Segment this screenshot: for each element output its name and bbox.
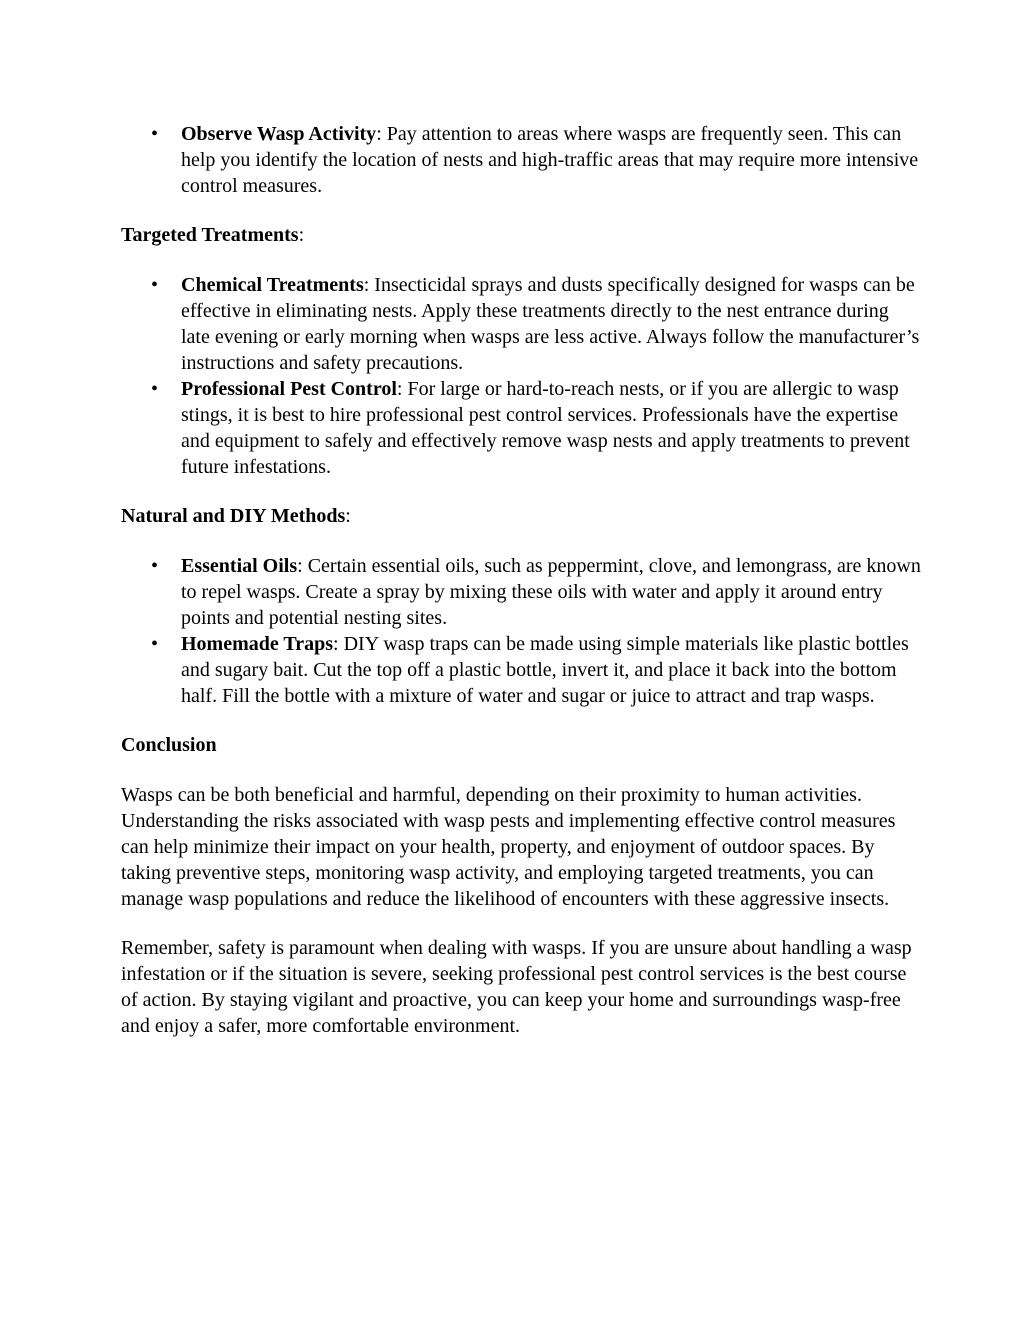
document-page <box>121 121 921 1039</box>
list-item <box>121 121 921 199</box>
list-item-term: Chemical Treatments <box>181 274 364 296</box>
list-item-text: : Certain essential oils, such as peppermint, clove, and lemongrass, are known to repel wasps. Create a spray by mixing these oils with water and apply it around entry points and potential nesting sites. <box>181 555 921 629</box>
list-item <box>121 631 921 709</box>
list-item-term: Professional Pest Control <box>181 378 397 400</box>
bullet-icon: • <box>151 633 159 655</box>
section-heading-targeted <box>121 222 921 248</box>
list-item-text: : Pay attention to areas where wasps are frequently seen. This can help you identify the location of nests and high-traffic areas that may require more intensive control measures. <box>181 123 919 197</box>
list-item-term: Essential Oils <box>181 555 298 577</box>
list-item-term: Observe Wasp Activity <box>181 123 377 145</box>
list-item-term: Homemade Traps <box>181 633 334 655</box>
natural-list <box>121 553 921 709</box>
list-item-text: : DIY wasp traps can be made using simple materials like plastic bottles and sugary bait. Cut the top off a plastic bottle, invert it, and place it back into the bottom half. Fill the bottle with a mixture of water and sugar or juice to attract and trap wasps. <box>181 633 909 707</box>
heading-colon: : <box>298 224 305 246</box>
heading-text: Targeted Treatments <box>121 224 299 246</box>
conclusion-paragraph: Wasps can be both beneficial and harmful, depending on their proximity to human activities. Understanding the risks associated with wasp pests and implementing effective control measures can help minimize their impact on your health, property, and enjoyment of outdoor spaces. By taking preventive steps, monitoring wasp activity, and employing targeted treatments, you can manage wasp populations and reduce the likelihood of encounters with these aggressive insects. <box>121 784 896 910</box>
list-item-text: : For large or hard-to-reach nests, or if you are allergic to wasp stings, it is best to hire professional pest control services. Professionals have the expertise and equipment to safely and effectively remove wasp nests and apply treatments to prevent future infestations. <box>181 378 910 478</box>
bullet-icon: • <box>151 123 159 145</box>
bullet-icon: • <box>151 555 159 577</box>
list-item <box>121 272 921 376</box>
conclusion-paragraph: Remember, safety is paramount when dealing with wasps. If you are unsure about handling a wasp infestation or if the situation is severe, seeking professional pest control services is the best course of action. By staying vigilant and proactive, you can keep your home and surroundings wasp-free and enjoy a safer, more comfortable environment. <box>121 937 912 1037</box>
bullet-icon: • <box>151 378 159 400</box>
list-item <box>121 376 921 480</box>
section-heading-conclusion: Conclusion <box>121 734 217 756</box>
list-item-text: : Insecticidal sprays and dusts specifically designed for wasps can be effective in eliminating nests. Apply these treatments directly to the nest entrance during late evening or early morning when wasps are less active. Always follow the manufacturer’s instructions and safety precautions. <box>181 274 920 374</box>
list-item <box>121 553 921 631</box>
section-heading-natural <box>121 503 921 529</box>
bullet-icon: • <box>151 274 159 296</box>
observe-list <box>121 121 921 199</box>
heading-text: Natural and DIY Methods <box>121 505 346 527</box>
targeted-list <box>121 272 921 480</box>
heading-colon: : <box>345 505 351 527</box>
